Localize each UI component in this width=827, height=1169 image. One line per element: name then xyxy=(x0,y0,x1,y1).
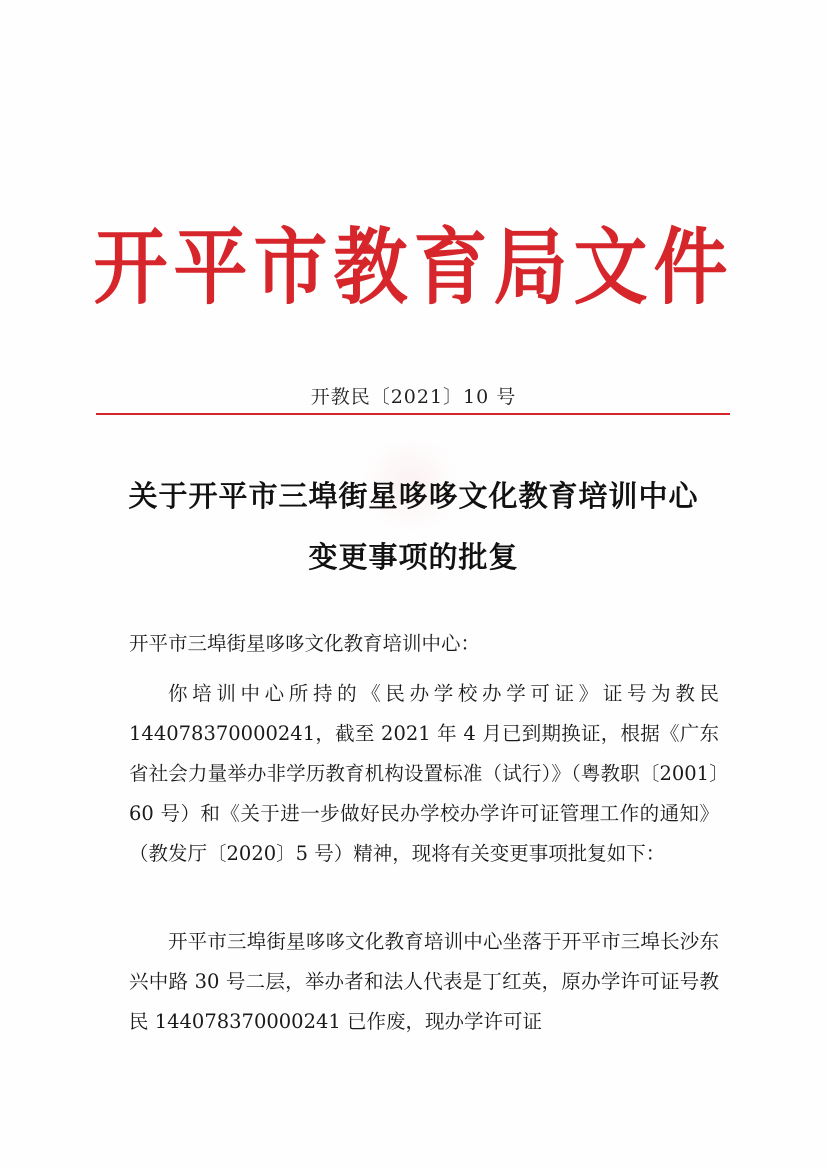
document-number: 开教民〔2021〕10 号 xyxy=(310,386,517,408)
body-paragraph-1: 你培训中心所持的《民办学校办学可证》证号为教民144078370000241，截至 2021 年 4 月已到期换证，根据《广东省社会力量举办非学历教育机构设置标准（试行）》（粤教职〔2001〕60 号）和《关于进一步做好民办学校办学许可证管理工作的通知》（教发厅〔2020〕5 号）精神，现将有关变更事项批复如下： xyxy=(129,682,719,865)
document-title-line-1: 关于开平市三埠街星哆哆文化教育培训中心 xyxy=(128,479,699,513)
document-masthead: 开平市教育局文件 xyxy=(93,219,734,317)
body-paragraph-2: 开平市三埠街星哆哆文化教育培训中心坐落于开平市三埠长沙东兴中路 30 号二层，举办者和法人代表是丁红英，原办学许可证号教民 144078370000241 已作废，现办学许可证 xyxy=(129,930,719,1033)
document-title-line-2: 变更事项的批复 xyxy=(308,540,519,574)
red-divider-line xyxy=(96,413,730,415)
salutation: 开平市三埠街星哆哆文化教育培训中心： xyxy=(129,632,481,655)
